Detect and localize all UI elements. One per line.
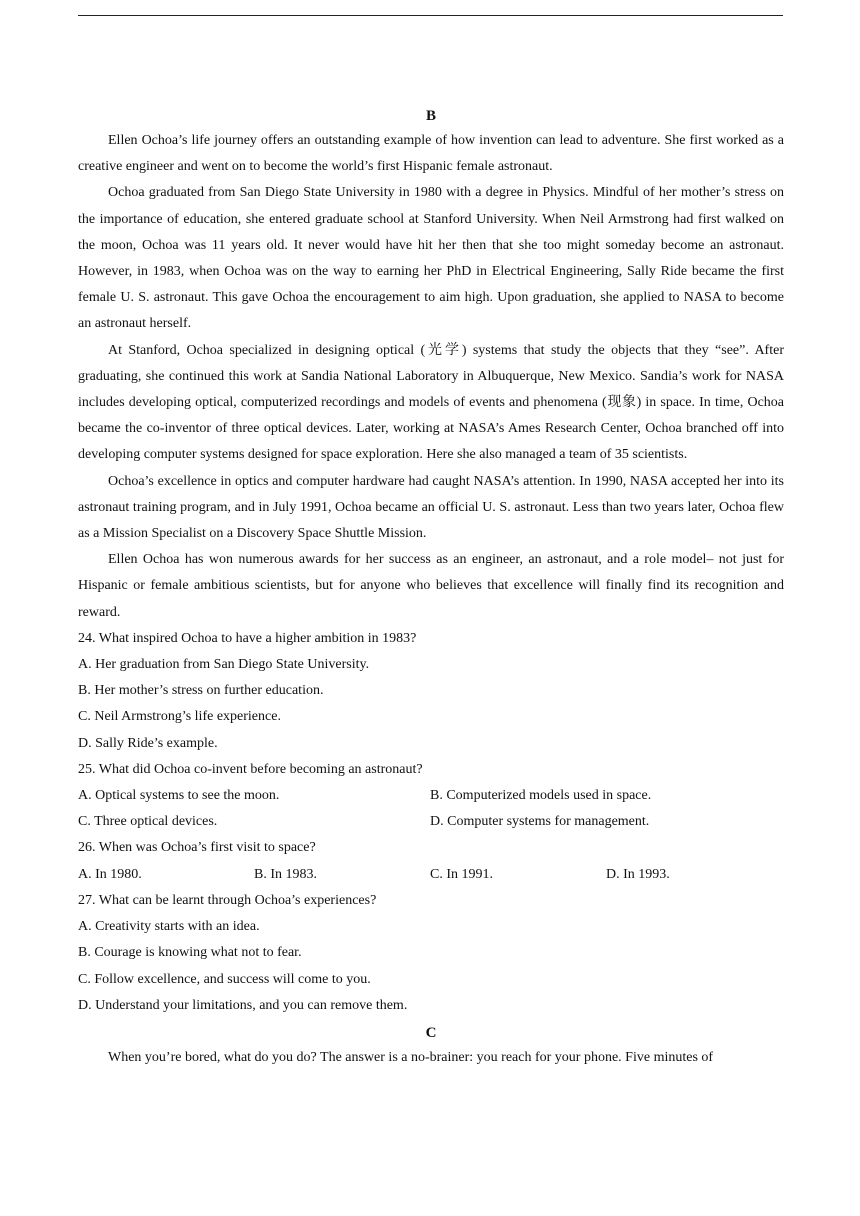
section-b-paragraph-5: Ellen Ochoa has won numerous awards for her success as an engineer, an astronaut, and a role model– not just for Hispanic or female ambitious scientists, but for anyone who believes that excellence will finally find its recognition and reward. bbox=[78, 552, 784, 620]
section-b-paragraph-4: Ochoa’s excellence in optics and computer hardware had caught NASA’s attention. In 1990, NASA accepted her into its astronaut training program, and in July 1991, Ochoa became an official U. S. astronaut. Less than two years later, Ochoa flew as a Mission Specialist on a Discovery Space Shuttle Mission. bbox=[78, 473, 784, 542]
question-25-options-row-1 bbox=[78, 783, 784, 809]
question-25-option-b: B. Computerized models used in space. bbox=[430, 788, 652, 804]
header-rule bbox=[78, 15, 783, 16]
question-26-options-row bbox=[78, 862, 784, 888]
question-25-option-a: A. Optical systems to see the moon. bbox=[78, 788, 280, 804]
question-25-option-d: D. Computer systems for management. bbox=[430, 814, 650, 830]
page-content bbox=[78, 104, 784, 1071]
question-26-option-b: B. In 1983. bbox=[254, 866, 317, 882]
question-26-option-d: D. In 1993. bbox=[606, 866, 670, 882]
question-24-option-d: D. Sally Ride’s example. bbox=[78, 735, 218, 751]
question-27-stem: 27. What can be learnt through Ochoa’s experiences? bbox=[78, 892, 377, 908]
question-24-option-c: C. Neil Armstrong’s life experience. bbox=[78, 709, 281, 725]
section-b-paragraph-3: At Stanford, Ochoa specialized in designing optical (光学) systems that study the objects that they “see”. After graduating, she continued this work at Sandia National Laboratory in Albuquerque, New Mexico. Sandia’s work for NASA includes developing optical, computerized recordings and models of events and phenomena (现象) in space. In time, Ochoa became the co-inventor of three optical devices. Later, working at NASA’s Ames Research Center, Ochoa branched off into developing computer systems designed for space exploration. Here she also managed a team of 35 scientists. bbox=[78, 342, 784, 463]
question-26-option-a: A. In 1980. bbox=[78, 866, 142, 882]
question-26-option-c: C. In 1991. bbox=[430, 866, 493, 882]
section-b-heading: B bbox=[425, 108, 436, 124]
question-25-stem: 25. What did Ochoa co-invent before becoming an astronaut? bbox=[78, 761, 423, 777]
question-26-stem: 26. When was Ochoa’s first visit to space? bbox=[78, 840, 316, 856]
question-27-option-c: C. Follow excellence, and success will come to you. bbox=[78, 971, 371, 987]
question-24-option-a: A. Her graduation from San Diego State University. bbox=[78, 657, 370, 673]
question-27-option-b: B. Courage is knowing what not to fear. bbox=[78, 945, 302, 961]
question-27-option-d: D. Understand your limitations, and you can remove them. bbox=[78, 997, 408, 1013]
question-24-stem: 24. What inspired Ochoa to have a higher ambition in 1983? bbox=[78, 630, 417, 646]
question-24-option-b: B. Her mother’s stress on further education. bbox=[78, 683, 324, 699]
question-25-options-row-2 bbox=[78, 809, 784, 835]
section-c-heading: C bbox=[425, 1024, 437, 1041]
section-c-paragraph-1: When you’re bored, what do you do? The answer is a no-brainer: you reach for your phone. Five minutes of bbox=[108, 1049, 714, 1065]
section-b-paragraph-1: Ellen Ochoa’s life journey offers an outstanding example of how invention can lead to adventure. She first worked as a creative engineer and went on to become the world’s first Hispanic female astronaut. bbox=[78, 133, 784, 175]
question-25-option-c: C. Three optical devices. bbox=[78, 814, 218, 830]
section-b-paragraph-2: Ochoa graduated from San Diego State University in 1980 with a degree in Physics. Mindful of her mother’s stress on the importance of education, she entered graduate school at Stanford University. When Neil Armstrong had first walked on the moon, Ochoa was 11 years old. It never would have hit her then that she too might someday become an astronaut. However, in 1983, when Ochoa was on the way to earning her PhD in Electrical Engineering, Sally Ride became the first female U. S. astronaut. This gave Ochoa the encouragement to aim high. Upon graduation, she applied to NASA to become an astronaut herself. bbox=[78, 185, 784, 332]
question-27-option-a: A. Creativity starts with an idea. bbox=[78, 919, 260, 935]
